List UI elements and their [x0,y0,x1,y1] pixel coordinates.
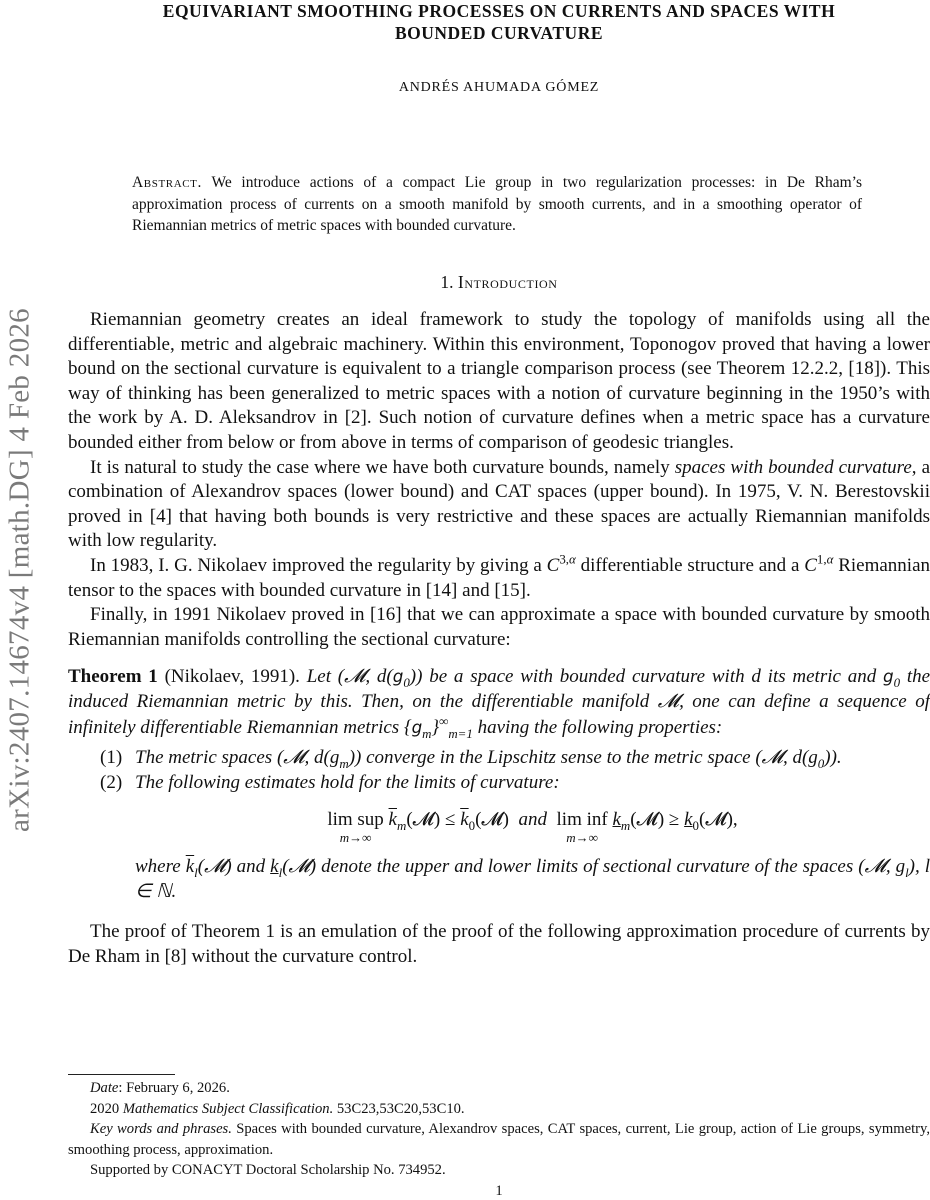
footnote-rule [68,1074,175,1075]
page-number: 1 [495,1183,503,1199]
footnote-keywords: Key words and phrases. Spaces with bounded curvature, Alexandrov spaces, CAT spaces, current, Lie group, action of Lie groups, symmetry, smoothing process, approximation. [68,1121,930,1158]
curvature-limit-equation: lim sup m→∞ $\overline{k}_m(𝓜)$ ≤ $\overline{k}_0(𝓜)$ and lim inf m→∞ $k_m(𝓜)$ ≥ $k_0(𝓜)$, [327,809,738,846]
footnote-msc: 2020 Mathematics Subject Classification. 53C23,53C20,53C10. [90,1100,465,1117]
abstract [132,172,862,237]
theorem-1: Theorem 1 (Nikolaev, 1991). Let (𝓜, $d(g_0)$) be a space with bounded curvature with d its metric and $g_0$ the induced Riemannian metric by this. Then, on the differentiable manifold 𝓜, one can define a sequence of infinitely differentiable Riemannian metrics $\{g_m\}^\infty_{m=1}$ having the following properties: [68,666,930,741]
paragraph-4: Finally, in 1991 Nikolaev proved in [16] that we can approximate a space with bounded curvature by smooth Riemannian manifolds controlling the sectional curvature: [68,604,930,650]
paragraph-2: It is natural to study the case where we have both curvature bounds, namely spaces with bounded curvature, a combination of Alexandrov spaces (lower bound) and CAT spaces (upper bound). In 1975, V. N. Berestovskii proved in [4] that having both bounds is very restrictive and these spaces are actually Riemannian manifolds with low regularity. [68,456,930,552]
title-line-2: BOUNDED CURVATURE [394,23,604,43]
paper-title [68,0,930,44]
footnote-date: Date: February 6, 2026. [90,1080,230,1096]
footnotes [68,1078,930,1181]
emphasis-spaces-with-bounded-curvature: spaces with bounded curvature [674,456,912,478]
section-heading-introduction [68,272,930,293]
theorem-property-2: (2) The following estimates hold for the limits of curvature: lim sup m→∞ $\overline{k}_m(𝓜)$ ≤ $\overline{k}_0(𝓜)$ and lim inf m→∞ $k_m(𝓜)$ ≥ $k_0(𝓜)$, where $\overline{k}_l(𝓜)$ and $k_l(𝓜)$ denote the upper and lower limits of sectional curvature of the spaces (𝓜, $g_l$), l ∈ ℕ. [100,771,930,902]
author-name: ANDRÉS AHUMADA GÓMEZ [398,80,600,95]
paragraph-3: In 1983, I. G. Nikolaev improved the regularity by giving a $C^{3,\alpha}$ differentiable structure and a $C^{1,\alpha}$ Riemannian tensor to the spaces with bounded curvature in [14] and [15]. [68,551,930,601]
theorem-attribution: (Nikolaev, 1991). [164,666,300,688]
section-title: Introduction [457,272,558,292]
theorem-label: Theorem 1 [68,666,158,688]
abstract-text: We introduce actions of a compact Lie group in two regularization processes: in De Rham’s approximation process of currents on a smooth manifold by smooth currents, and in a smoothing operator of Riemannian metrics of metric spaces with bounded curvature. [132,174,862,234]
arxiv-identifier-stamp [0,230,40,910]
paragraph-1: Riemannian geometry creates an ideal framework to study the topology of manifolds using all the differentiable, metric and algebraic machinery. Within this environment, Toponogov proved that having a lower bound on the sectional curvature is equivalent to a triangle comparison process (see Theorem 12.2.2, [18]). This way of thinking has been generalized to metric spaces with a notion of curvature beginning in the 1950’s with the work by A. D. Aleksandrov in [2]. Such notion of curvature defines when a metric space has a curvature bounded either from below or from above in terms of comparison of geodesic triangles. [68,309,930,453]
title-line-1: EQUIVARIANT SMOOTHING PROCESSES ON CURRENTS AND SPACES WITH [162,1,836,21]
theorem-properties-list [68,746,930,904]
theorem-property-1: (1) The metric spaces (𝓜, $d(g_m)$) converge in the Lipschitz sense to the metric space (𝓜, $d(g_0)$). [100,747,842,771]
body-text [68,308,930,970]
section-number: 1. [440,272,454,292]
arxiv-id-text: arXiv:2407.14674v4 [math.DG] 4 Feb 2026 [3,308,36,832]
footnote-support: Supported by CONACYT Doctoral Scholarship No. 734952. [90,1162,446,1178]
abstract-label: Abstract. [132,174,202,191]
paragraph-5: The proof of Theorem 1 is an emulation of the proof of the following approximation procedure of currents by De Rham in [8] without the curvature control. [68,921,930,968]
